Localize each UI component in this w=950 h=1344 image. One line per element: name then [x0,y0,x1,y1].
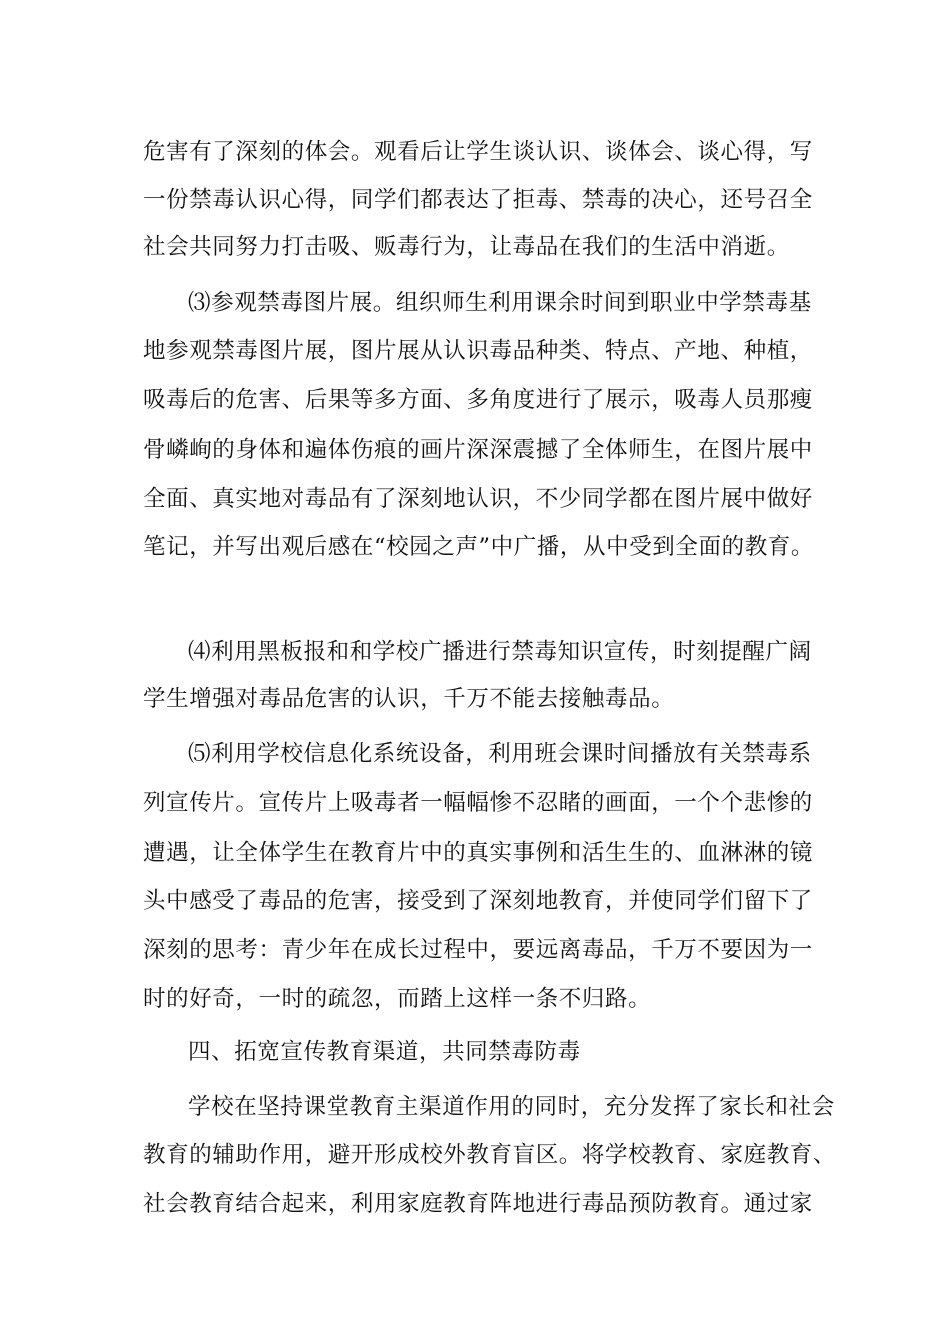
text-line: 骨嶙峋的身体和遍体伤痕的画片深深震撼了全体师生，在图片展中 [143,437,813,463]
paragraph-5-start: ⑸利用学校信息化系统设备，利用班会课时间播放有关禁毒系 [188,741,812,767]
text-line: 头中感受了毒品的危害，接受到了深刻地教育，并使同学们留下了 [143,888,813,914]
text-line: 学生增强对毒品危害的认识，千万不能去接触毒品。 [143,686,675,712]
text-line: 社会教育结合起来，利用家庭教育阵地进行毒品预防教育。通过家 [143,1191,813,1217]
text-line: 社会共同努力打击吸、贩毒行为，让毒品在我们的生活中消逝。 [143,234,790,260]
text-line: 一份禁毒认识心得，同学们都表达了拒毒、禁毒的决心，还号召全 [143,187,813,213]
paragraph-start: 学校在坚持课堂教育主渠道作用的同时，充分发挥了家长和社会 [188,1094,835,1120]
text-line: 列宣传片。宣传片上吸毒者一幅幅惨不忍睹的画面，一个个悲惨的 [143,790,813,816]
text-line: 地参观禁毒图片展，图片展从认识毒品种类、特点、产地、种植， [143,338,813,364]
text-line: 危害有了深刻的体会。观看后让学生谈认识、谈体会、谈心得，写 [143,139,813,165]
text-line: 笔记，并写出观后感在“校园之声”中广播，从中受到全面的教育。 [143,534,815,560]
paragraph-3-start: ⑶参观禁毒图片展。组织师生利用课余时间到职业中学禁毒基 [188,290,812,316]
text-line: 时的好奇，一时的疏忽，而踏上这样一条不归路。 [143,986,652,1012]
text-line: 遭遇，让全体学生在教育片中的真实事例和活生生的、血淋淋的镜 [143,840,813,866]
text-line: 教育的辅助作用，避开形成校外教育盲区。将学校教育、家庭教育、 [143,1142,837,1168]
text-line: 全面、真实地对毒品有了深刻地认识，不少同学都在图片展中做好 [143,486,813,512]
text-line: 吸毒后的危害、后果等多方面、多角度进行了展示，吸毒人员那瘦 [143,387,813,413]
text-line: 深刻的思考：青少年在成长过程中，要远离毒品，千万不要因为一 [143,937,813,963]
section-heading: 四、拓宽宣传教育渠道，共同禁毒防毒 [188,1039,581,1065]
paragraph-4-start: ⑷利用黑板报和和学校广播进行禁毒知识宣传，时刻提醒广阔 [188,639,812,665]
